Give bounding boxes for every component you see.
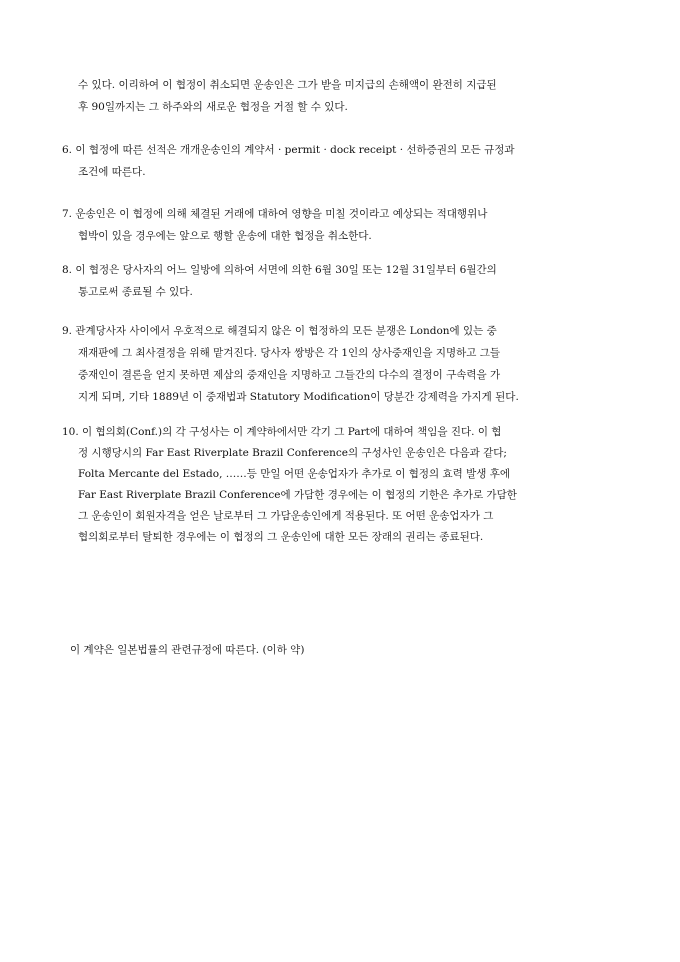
text-line-clause9-2: 재재판에 그 최사결정을 위해 맡겨진다. 당사자 쌍방은 각 1인의 상사중재인을 지명하고 그들	[78, 347, 501, 359]
text-line-clause8-2: 통고로써 종료될 수 있다.	[78, 286, 193, 298]
text-line-clause10-2: 정 시행당시의 Far East Riverplate Brazil Conference의 구성사인 운송인은 다음과 같다;	[78, 447, 507, 459]
text-line-clause10-3: Folta Mercante del Estado, ……등 만일 어떤 운송업자가 추가로 이 협정의 효력 발생 후에	[78, 468, 511, 480]
text-line-clause5-continued-2: 후 90일까지는 그 하주와의 새로운 협정을 거절 할 수 있다.	[78, 101, 348, 113]
text-line-governing-law: 이 계약은 일본법률의 관련규정에 따른다. (이하 약)	[70, 644, 305, 656]
text-line-clause10-1: 10. 이 협의회(Conf.)의 각 구성사는 이 계약하에서만 각기 그 Part에 대하여 책임을 진다. 이 협	[62, 426, 502, 438]
text-line-clause9-1: 9. 관계당사자 사이에서 우호적으로 해결되지 않은 이 협정하의 모든 분쟁은 London에 있는 중	[62, 325, 497, 337]
text-line-clause10-5: 그 운송인이 회원자격을 얻은 날로부터 그 가담운송인에게 적용된다. 또 어떤 운송업자가 그	[78, 510, 494, 522]
text-line-clause9-4: 지게 되며, 기타 1889년 이 중재법과 Statutory Modification이 당분간 강제력을 가지게 된다.	[78, 391, 519, 403]
text-line-clause5-continued-1: 수 있다. 이리하여 이 협정이 취소되면 운송인은 그가 받을 미지급의 손해액이 완전히 지급된	[78, 79, 497, 91]
text-line-clause8-1: 8. 이 협정은 당사자의 어느 일방에 의하여 서면에 의한 6월 30일 또는 12월 31일부터 6월간의	[62, 264, 497, 276]
text-line-clause10-4: Far East Riverplate Brazil Conference에 가담한 경우에는 이 협정의 기한은 추가로 가담한	[78, 489, 517, 501]
text-line-clause6-2: 조건에 따른다.	[78, 166, 146, 178]
text-line-clause10-6: 협의회로부터 탈퇴한 경우에는 이 협정의 그 운송인에 대한 모든 장래의 권리는 종료된다.	[78, 531, 484, 543]
text-line-clause7-2: 협박이 있을 경우에는 앞으로 행할 운송에 대한 협정을 취소한다.	[78, 230, 372, 242]
text-line-clause9-3: 중재인이 결론을 얻지 못하면 제삼의 중재인을 지명하고 그들간의 다수의 결정이 구속력을 가	[78, 369, 501, 381]
text-line-clause7-1: 7. 운송인은 이 협정에 의해 체결된 거래에 대하여 영향을 미칠 것이라고 예상되는 적대행위나	[62, 208, 488, 220]
text-line-clause6-1: 6. 이 협정에 따른 선적은 개개운송인의 계약서 · permit · dock receipt · 선하증권의 모든 규정과	[62, 144, 515, 156]
